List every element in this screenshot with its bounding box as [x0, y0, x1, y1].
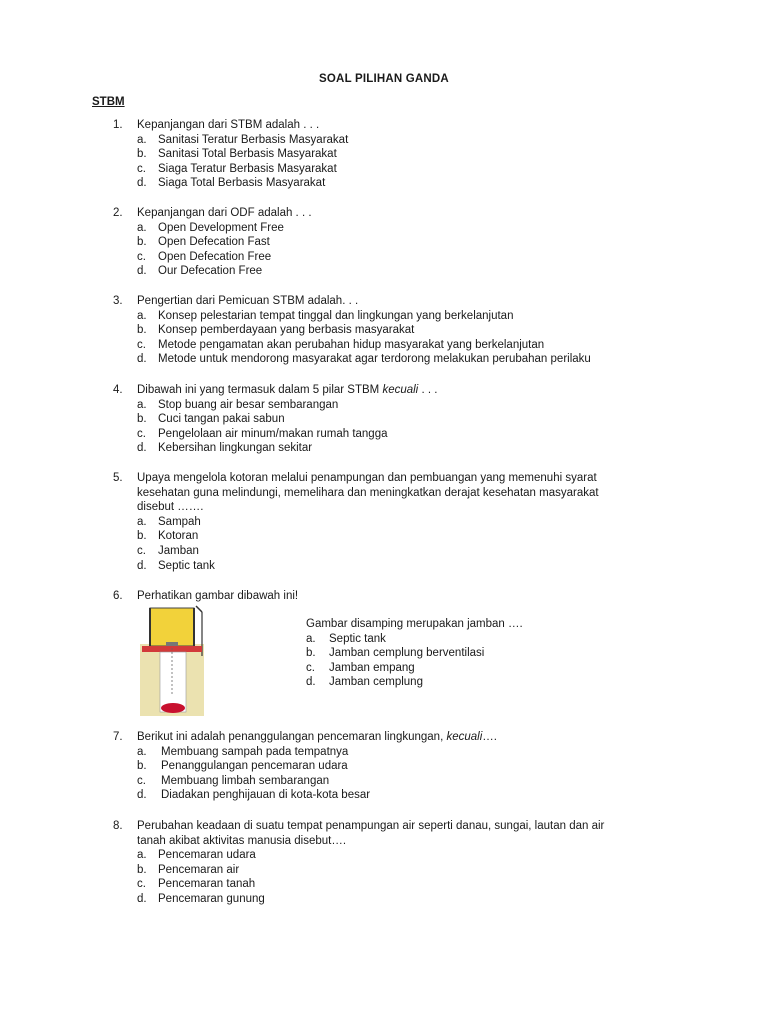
superstructure: [150, 608, 194, 646]
option-text: Jamban: [158, 544, 199, 557]
option-letter: b.: [137, 863, 147, 876]
question-5: [113, 471, 673, 573]
option-b: [306, 646, 606, 661]
option-letter: d.: [137, 559, 147, 572]
option-b: [113, 235, 673, 250]
option-c: [113, 544, 673, 559]
option-text: Septic tank: [158, 559, 215, 572]
option-letter: d.: [137, 892, 147, 905]
option-text: Metode untuk mendorong masyarakat agar terdorong melakukan perubahan perilaku: [158, 353, 591, 366]
option-a: [113, 515, 673, 530]
question-number: 5.: [113, 472, 123, 484]
option-d: [113, 788, 673, 803]
option-letter: a.: [306, 632, 316, 645]
option-letter: d.: [137, 442, 147, 455]
option-letter: c.: [306, 661, 315, 674]
option-text: Kotoran: [158, 530, 199, 543]
option-letter: c.: [137, 162, 146, 175]
option-letter: a.: [137, 745, 147, 758]
option-letter: c.: [137, 774, 146, 787]
option-d: [113, 559, 673, 574]
question-number: 2.: [113, 207, 123, 219]
option-text: Sampah: [158, 515, 201, 528]
option-text: Siaga Total Berbasis Masyarakat: [158, 177, 326, 190]
option-text: Kebersihan lingkungan sekitar: [158, 442, 313, 455]
option-c: [113, 774, 673, 789]
option-letter: c.: [137, 427, 146, 440]
question-text: [137, 383, 673, 398]
question-number: 8.: [113, 820, 123, 832]
option-letter: d.: [137, 789, 147, 802]
option-text: Membuang sampah pada tempatnya: [161, 745, 349, 758]
option-letter: a.: [137, 221, 147, 234]
question-line: disebut …….: [137, 501, 204, 514]
option-b: [113, 863, 673, 878]
option-a: [113, 221, 673, 236]
option-text: Septic tank: [329, 632, 386, 645]
option-letter: c.: [137, 338, 146, 351]
question-text: Perhatikan gambar dibawah ini!: [137, 590, 299, 602]
page-title: SOAL PILIHAN GANDA: [319, 73, 449, 85]
option-d: [113, 264, 673, 279]
option-text: Sanitasi Total Berbasis Masyarakat: [158, 148, 337, 161]
option-text: Pengelolaan air minum/makan rumah tangga: [158, 427, 388, 440]
option-c: [113, 338, 673, 353]
option-letter: a.: [137, 309, 147, 322]
option-text: Konsep pemberdayaan yang berbasis masyarakat: [158, 324, 415, 337]
question-4: [113, 383, 673, 456]
question-emphasis: kecuali: [446, 731, 483, 743]
question-text-part: . . .: [418, 384, 438, 396]
option-c: [113, 162, 673, 177]
option-text: Open Development Free: [158, 221, 284, 234]
option-a: [113, 848, 673, 863]
option-letter: b.: [306, 647, 316, 660]
option-d: [113, 892, 673, 907]
option-b: [113, 323, 673, 338]
option-text: Open Defecation Fast: [158, 236, 270, 249]
option-text: Membuang limbah sembarangan: [161, 774, 330, 787]
question-7: [113, 730, 673, 803]
option-letter: b.: [137, 324, 147, 337]
option-a: [113, 133, 673, 148]
option-a: [113, 745, 673, 760]
option-c: [113, 427, 673, 442]
option-c: [113, 877, 673, 892]
question-line: tanah akibat aktivitas manusia disebut….: [137, 834, 347, 847]
pit-contents: [161, 703, 185, 713]
option-d: [113, 176, 673, 191]
option-text: Pencemaran gunung: [158, 892, 265, 905]
option-c: [306, 661, 606, 676]
option-text: Pencemaran air: [158, 863, 240, 876]
option-letter: b.: [137, 760, 147, 773]
question-number: 4.: [113, 384, 123, 396]
option-text: Our Defecation Free: [158, 265, 263, 278]
option-letter: b.: [137, 236, 147, 249]
option-letter: a.: [137, 133, 147, 146]
question-number: 3.: [113, 295, 123, 307]
option-text: Metode pengamatan akan perubahan hidup masyarakat yang berkelanjutan: [158, 338, 545, 351]
question-text: Kepanjangan dari STBM adalah . . .: [137, 119, 320, 131]
pit-latrine-illustration: [136, 604, 208, 716]
option-letter: b.: [137, 530, 147, 543]
option-letter: b.: [137, 148, 147, 161]
question-text: Pengertian dari Pemicuan STBM adalah. . .: [137, 295, 359, 307]
question-8: [113, 819, 673, 907]
question-number: 1.: [113, 119, 123, 131]
option-text: Cuci tangan pakai sabun: [158, 413, 285, 426]
question-line: kesehatan guna melindungi, memelihara dan meningkatkan derajat kesehatan masyarakat: [137, 486, 599, 499]
option-letter: c.: [137, 250, 146, 263]
question-line: Upaya mengelola kotoran melalui penampungan dan pembuangan yang memenuhi syarat: [137, 472, 597, 484]
question-number: 7.: [113, 731, 123, 743]
option-text: Penanggulangan pencemaran udara: [161, 760, 348, 773]
option-text: Konsep pelestarian tempat tinggal dan lingkungan yang berkelanjutan: [158, 309, 514, 322]
option-letter: d.: [137, 177, 147, 190]
option-letter: d.: [137, 265, 147, 278]
option-text: Jamban cemplung berventilasi: [329, 647, 485, 660]
option-text: Stop buang air besar sembarangan: [158, 398, 339, 411]
question-text: [137, 730, 673, 745]
option-d: [113, 441, 673, 456]
option-text: Diadakan penghijauan di kota-kota besar: [161, 789, 371, 802]
option-b: [113, 529, 673, 544]
question-text: [137, 471, 673, 515]
option-letter: d.: [137, 353, 147, 366]
question-text-part: Berikut ini adalah penanggulangan pencemaran lingkungan,: [137, 731, 447, 743]
question-3: [113, 294, 673, 367]
section-heading: STBM: [92, 96, 125, 108]
question-line: Perubahan keadaan di suatu tempat penampungan air seperti danau, sungai, lautan dan air: [137, 820, 605, 832]
question-text-part: ….: [482, 731, 497, 743]
option-b: [113, 412, 673, 427]
question-2: [113, 206, 673, 279]
option-letter: a.: [137, 849, 147, 862]
option-letter: a.: [137, 515, 147, 528]
option-d: [306, 675, 606, 690]
option-b: [113, 147, 673, 162]
question-6: [113, 589, 673, 604]
option-letter: c.: [137, 878, 146, 891]
option-text: Open Defecation Free: [158, 250, 272, 263]
option-text: Pencemaran tanah: [158, 878, 256, 891]
option-letter: d.: [306, 676, 316, 689]
option-letter: c.: [137, 544, 146, 557]
option-text: Pencemaran udara: [158, 849, 256, 862]
option-text: Siaga Teratur Berbasis Masyarakat: [158, 162, 337, 175]
option-c: [113, 250, 673, 265]
question-text-part: Dibawah ini yang termasuk dalam 5 pilar STBM: [137, 384, 383, 396]
side-text: Gambar disamping merupakan jamban ….: [306, 618, 523, 630]
question-emphasis: kecuali: [382, 384, 419, 396]
option-a: [113, 309, 673, 324]
question-text: Kepanjangan dari ODF adalah . . .: [137, 207, 312, 219]
question-1: [113, 118, 673, 191]
question-6-side: [306, 617, 606, 690]
option-text: Jamban empang: [329, 661, 415, 674]
option-letter: a.: [137, 398, 147, 411]
option-a: [306, 632, 606, 647]
question-number: 6.: [113, 590, 123, 602]
option-text: Sanitasi Teratur Berbasis Masyarakat: [158, 133, 349, 146]
option-text: Jamban cemplung: [329, 676, 423, 689]
option-a: [113, 398, 673, 413]
option-d: [113, 352, 673, 367]
option-b: [113, 759, 673, 774]
option-letter: b.: [137, 413, 147, 426]
question-text: [137, 819, 673, 848]
